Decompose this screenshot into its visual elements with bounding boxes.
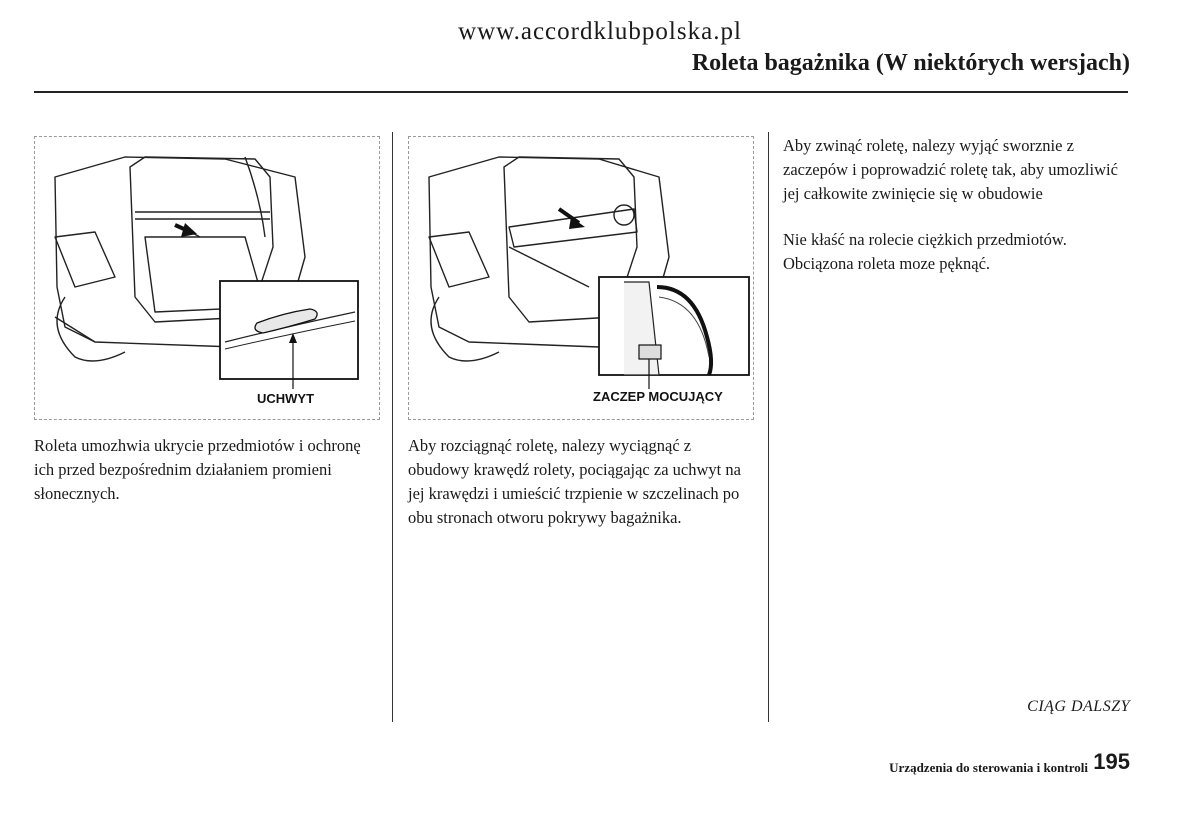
figure-label-hook: ZACZEP MOCUJĄCY — [593, 389, 723, 404]
paragraph-roll-up: Aby zwinąć roletę, nalezy wyjąć sworznie z zaczepów i poprowadzić roletę tak, aby umozliwić jej całkowite zwinięcie się w obudowie — [783, 136, 1118, 203]
column-1-text — [34, 434, 382, 506]
figure-trunk-handle — [34, 136, 380, 420]
paragraph: Aby rozciągnąć roletę, nalezy wyciągnąć z obudowy krawędź rolety, pociągając za uchwyt na jej krawędzi i umieścić trzpienie w szczelinach po obu stronach otworu pokrywy bagażnika. — [408, 436, 741, 527]
figure-label-handle: UCHWYT — [257, 391, 315, 406]
footer-section-title: Urządzenia do sterowania i kontroli — [889, 760, 1088, 775]
column-2-text — [408, 434, 756, 530]
paragraph: Roleta umozhwia ukrycie przedmiotów i ochronę ich przed bezpośrednim działaniem promieni słonecznych. — [34, 436, 361, 503]
page-title: Roleta bagażnika (W niektórych wersjach) — [691, 50, 1130, 76]
figure-trunk-hook — [408, 136, 754, 420]
car-trunk-illustration — [35, 137, 379, 419]
paragraph-warning: Nie kłaść na rolecie ciężkich przedmiotów. Obciązona roleta moze pęknąć. — [783, 230, 1067, 273]
column-divider-right — [768, 132, 769, 722]
header-rule — [34, 91, 1128, 93]
column-divider-left — [392, 132, 393, 722]
header-url: www.accordklubpolska.pl — [458, 18, 742, 45]
car-trunk-illustration — [409, 137, 753, 419]
page-number: 195 — [1093, 749, 1130, 774]
continued-label: CIĄG DALSZY — [1027, 698, 1130, 715]
column-3-text — [783, 134, 1128, 276]
